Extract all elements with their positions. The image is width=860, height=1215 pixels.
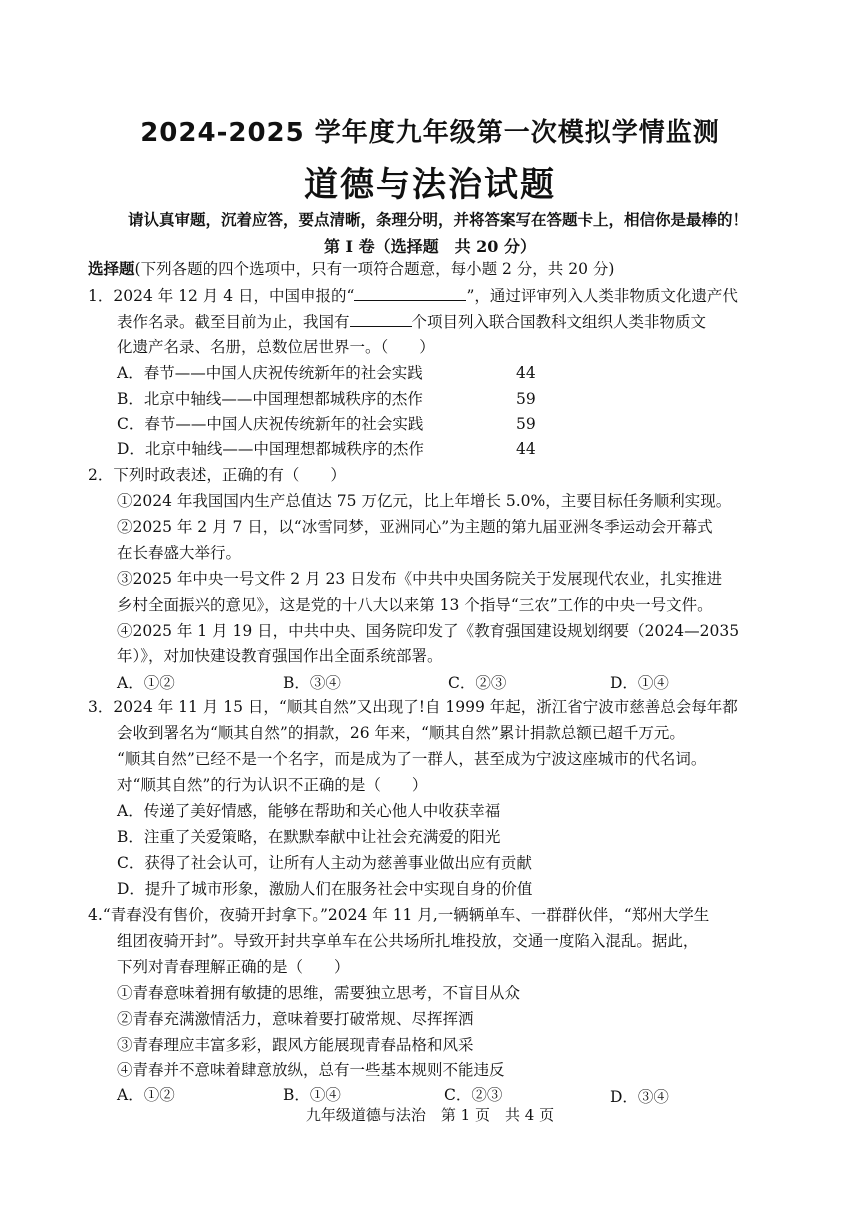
q3-option-c: C．获得了社会认可，让所有人主动为慈善事业做出应有贡献 bbox=[117, 854, 532, 872]
q4-option-a: A．①② bbox=[117, 1086, 175, 1104]
q3-line-4: 对“顺其自然”的行为认识不正确的是（ ） bbox=[117, 776, 428, 794]
instructions: 请认真审题，沉着应答，要点清晰，条理分明，并将答案写在答题卡上，相信你是最棒的！ bbox=[127, 210, 748, 229]
q1-option-c: C．春节——中国人庆祝传统新年的社会实践 bbox=[117, 415, 424, 433]
q4-statement-4: ④青春并不意味着肆意放纵，总有一些基本规则不能违反 bbox=[117, 1061, 505, 1079]
q4-statement-3: ③青春理应丰富多彩，跟风方能展现青春品格和风采 bbox=[117, 1036, 474, 1054]
q2-option-a: A．①② bbox=[117, 674, 175, 692]
q1-option-a: A．春节——中国人庆祝传统新年的社会实践 bbox=[117, 364, 423, 382]
page-footer: 九年级道德与法治 第 1 页 共 4 页 bbox=[305, 1106, 555, 1124]
q1-text: ”，通过评审列入人类非物质文化遗产代 bbox=[466, 287, 738, 305]
q4-line-1: 4.“青春没有售价，夜骑开封拿下。”2024 年 11 月,一辆辆单车、一群群伙伴，“郑州大学生 bbox=[88, 906, 710, 924]
q1-option-b-number: 59 bbox=[516, 390, 536, 408]
q2-statement-2: ②2025 年 2 月 7 日，以“冰雪同梦，亚洲同心”为主题的第九届亚洲冬季运动会开幕式 bbox=[117, 518, 713, 536]
section-heading: 第 I 卷（选择题 共 20 分） bbox=[323, 237, 537, 256]
q1-text: 1．2024 年 12 月 4 日，中国申报的“ bbox=[88, 287, 355, 305]
q4-option-d: D．③④ bbox=[610, 1088, 669, 1106]
q3-line-1: 3．2024 年 11 月 15 日，“顺其自然”又出现了!自 1999 年起，浙江省宁波市慈善总会每年都 bbox=[88, 698, 738, 716]
q1-line-3: 化遗产名录、名册，总数位居世界一。（ ） bbox=[117, 338, 435, 356]
part-label: 选择题 bbox=[88, 259, 135, 278]
q1-option-d: D．北京中轴线——中国理想都城秩序的杰作 bbox=[117, 440, 424, 458]
exam-title: 2024-2025 学年度九年级第一次模拟学情监测 bbox=[140, 118, 720, 148]
q2-statement-4: ④2025 年 1 月 19 日，中共中央、国务院印发了《教育强国建设规划纲要（2024—2035 bbox=[117, 622, 740, 640]
subject-title: 道德与法治试题 bbox=[304, 165, 556, 205]
q2-statement-2-cont: 在长春盛大举行。 bbox=[117, 544, 242, 562]
q4-line-3: 下列对青春理解正确的是（ ） bbox=[117, 958, 350, 976]
q1-line-1 bbox=[88, 285, 738, 307]
q4-statement-2: ②青春充满激情活力，意味着要打破常规、尽挥挥洒 bbox=[117, 1010, 474, 1028]
q3-option-a: A．传递了美好情感，能够在帮助和关心他人中收获幸福 bbox=[117, 802, 501, 820]
q2-statement-3: ③2025 年中央一号文件 2 月 23 日发布《中共中央国务院关于发展现代农业，扎实推进 bbox=[117, 570, 723, 588]
q1-line-2 bbox=[117, 311, 706, 333]
q2-statement-1: ①2024 年我国国内生产总值达 75 万亿元，比上年增长 5.0%，主要目标任务顺利实现。 bbox=[117, 492, 732, 510]
q1-option-b: B．北京中轴线——中国理想都城秩序的杰作 bbox=[117, 390, 423, 408]
q2-statement-4-cont: 年）》，对加快建设教育强国作出全面系统部署。 bbox=[117, 647, 443, 665]
q4-statement-1: ①青春意味着拥有敏捷的思维，需要独立思考，不盲目从众 bbox=[117, 984, 521, 1002]
q3-line-3: “顺其自然”已经不是一个名字，而是成为了一群人，甚至成为宁波这座城市的代名词。 bbox=[117, 750, 707, 768]
q2-option-d: D．①④ bbox=[610, 674, 669, 692]
q2-option-b: B．③④ bbox=[283, 674, 341, 692]
q4-line-2: 组团夜骑开封”。导致开封共享单车在公共场所扎堆投放，交通一度陷入混乱。据此， bbox=[117, 932, 699, 950]
q2-stem: 2．下列时政表述，正确的有（ ） bbox=[88, 466, 346, 484]
q1-blank-1 bbox=[354, 286, 466, 301]
part-heading bbox=[88, 258, 614, 280]
q3-option-d: D．提升了城市形象，激励人们在服务社会中实现自身的价值 bbox=[117, 880, 533, 898]
q1-option-d-number: 44 bbox=[516, 440, 536, 458]
q2-statement-3-cont: 乡村全面振兴的意见》，这是党的十八大以来第 13 个指导“三农”工作的中央一号文件。 bbox=[117, 596, 713, 614]
q3-option-b: B．注重了关爱策略，在默默奉献中让社会充满爱的阳光 bbox=[117, 828, 501, 846]
q1-text: 个项目列入联合国教科文组织人类非物质文 bbox=[411, 313, 707, 331]
q1-option-c-number: 59 bbox=[516, 415, 536, 433]
q1-blank-2 bbox=[350, 312, 412, 327]
q4-option-c: C．②③ bbox=[444, 1086, 503, 1104]
q1-text: 表作名录。截至目前为止，我国有 bbox=[117, 313, 350, 331]
q1-option-a-number: 44 bbox=[516, 364, 536, 382]
q4-option-b: B．①④ bbox=[283, 1086, 341, 1104]
q2-option-c: C．②③ bbox=[448, 674, 507, 692]
q3-line-2: 会收到署名为“顺其自然”的捐款，26 年来，“顺其自然”累计捐款总额已超千万元。 bbox=[117, 724, 685, 742]
part-description: (下列各题的四个选项中，只有一项符合题意，每小题 2 分，共 20 分) bbox=[134, 260, 615, 278]
